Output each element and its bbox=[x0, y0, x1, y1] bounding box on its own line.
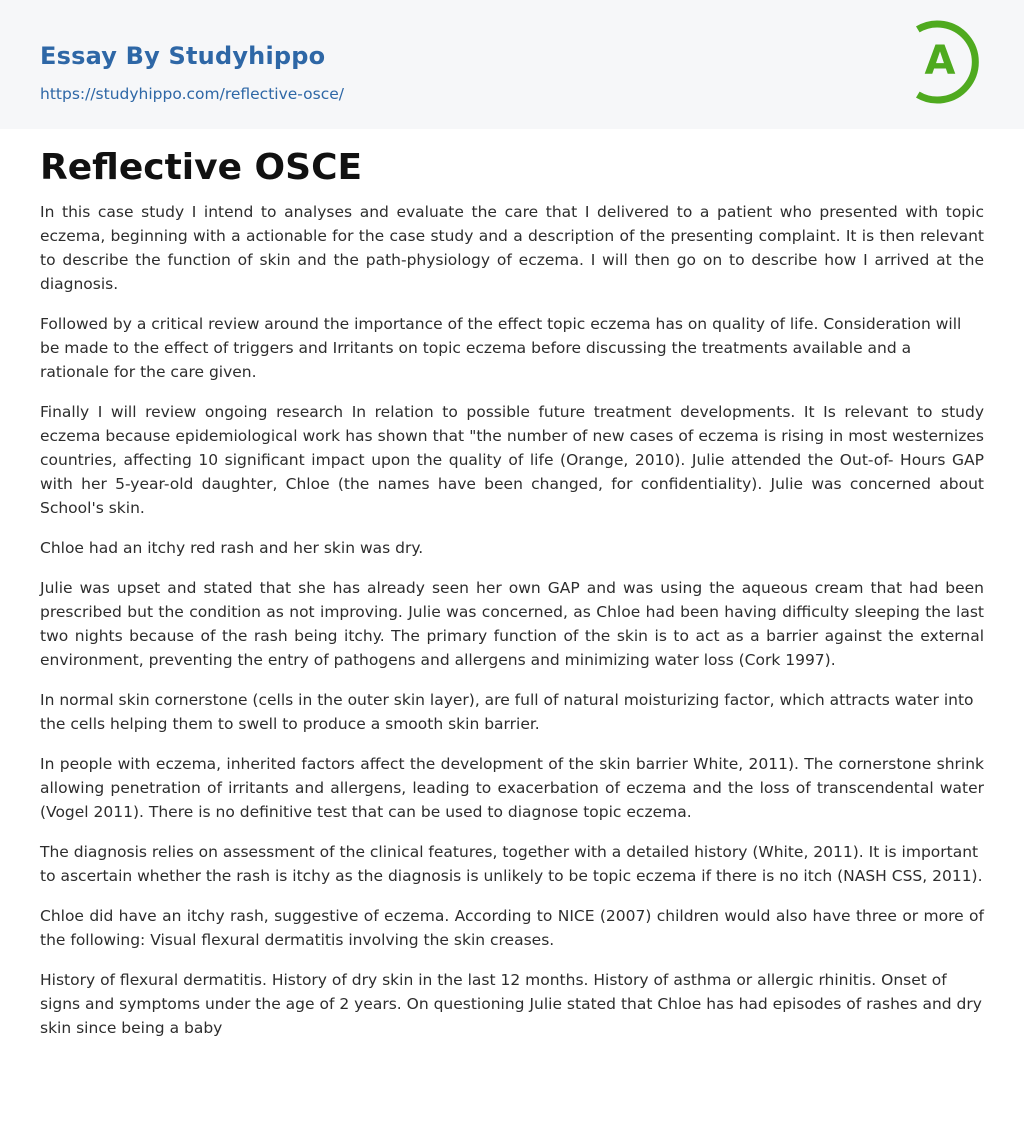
essay-paragraph: Followed by a critical review around the importance of the effect topic eczema has on quality of life. Consideration will be made to the effect of triggers and Irritants on topic eczema before discussing the treatments available and a rationale for the care given. bbox=[40, 315, 962, 381]
essay-paragraph: Chloe did have an itchy rash, suggestive of eczema. According to NICE (2007) children would also have three or more of the following: Visual flexural dermatitis involving the skin creases. bbox=[40, 907, 984, 949]
brand-title[interactable]: Essay By Studyhippo bbox=[40, 42, 326, 70]
site-header bbox=[0, 0, 1024, 129]
essay-paragraph: The diagnosis relies on assessment of the clinical features, together with a detailed history (White, 2011). It is important to ascertain whether the rash is itchy as the diagnosis is unlikely to be topic eczema if there is no itch (NASH CSS, 2011). bbox=[40, 843, 983, 885]
essay-paragraph: Julie was upset and stated that she has already seen her own GAP and was using the aqueous cream that had been prescribed but the condition as not improving. Julie was concerned, as Chloe had been having difficulty sleeping the last two nights because of the rash being itchy. The primary function of the skin is to act as a barrier against the external environment, preventing the entry of pathogens and allergens and minimizing water loss (Cork 1997). bbox=[40, 579, 984, 669]
essay-paragraph: Chloe had an itchy red rash and her skin was dry. bbox=[40, 539, 424, 557]
essay-title: Reflective OSCE bbox=[40, 147, 363, 188]
logo-letter: A bbox=[924, 38, 956, 84]
essay-paragraph: In this case study I intend to analyses and evaluate the care that I delivered to a patient who presented with topic eczema, beginning with a actionable for the case study and a description of the presenting complaint. It is then relevant to describe the function of skin and the path-physiology of eczema. I will then go on to describe how I arrived at the diagnosis. bbox=[40, 203, 984, 293]
essay-paragraph: Finally I will review ongoing research In relation to possible future treatment developments. It Is relevant to study eczema because epidemiological work has shown that "the number of new cases of eczema is rising in most westernizes countries, affecting 10 significant impact upon the quality of life (Orange, 2010). Julie attended the Out-of- Hours GAP with her 5-year-old daughter, Chloe (the names have been changed, for confidentiality). Julie was concerned about School's skin. bbox=[40, 403, 984, 517]
essay-paragraph: In normal skin cornerstone (cells in the outer skin layer), are full of natural moisturizing factor, which attracts water into the cells helping them to swell to produce a smooth skin barrier. bbox=[40, 691, 974, 733]
essay-paragraph: In people with eczema, inherited factors affect the development of the skin barrier White, 2011). The cornerstone shrink allowing penetration of irritants and allergens, leading to exacerbation of eczema and the loss of transcendental water (Vogel 2011). There is no definitive test that can be used to diagnose topic eczema. bbox=[40, 755, 984, 821]
essay-body bbox=[40, 200, 984, 1056]
logo-icon[interactable] bbox=[911, 19, 987, 105]
essay-paragraph: History of flexural dermatitis. History of dry skin in the last 12 months. History of asthma or allergic rhinitis. Onset of signs and symptoms under the age of 2 years. On questioning Julie stated that Chloe has had episodes of rashes and dry skin since being a baby bbox=[40, 971, 982, 1037]
source-url-link[interactable]: https://studyhippo.com/reflective-osce/ bbox=[40, 85, 345, 103]
